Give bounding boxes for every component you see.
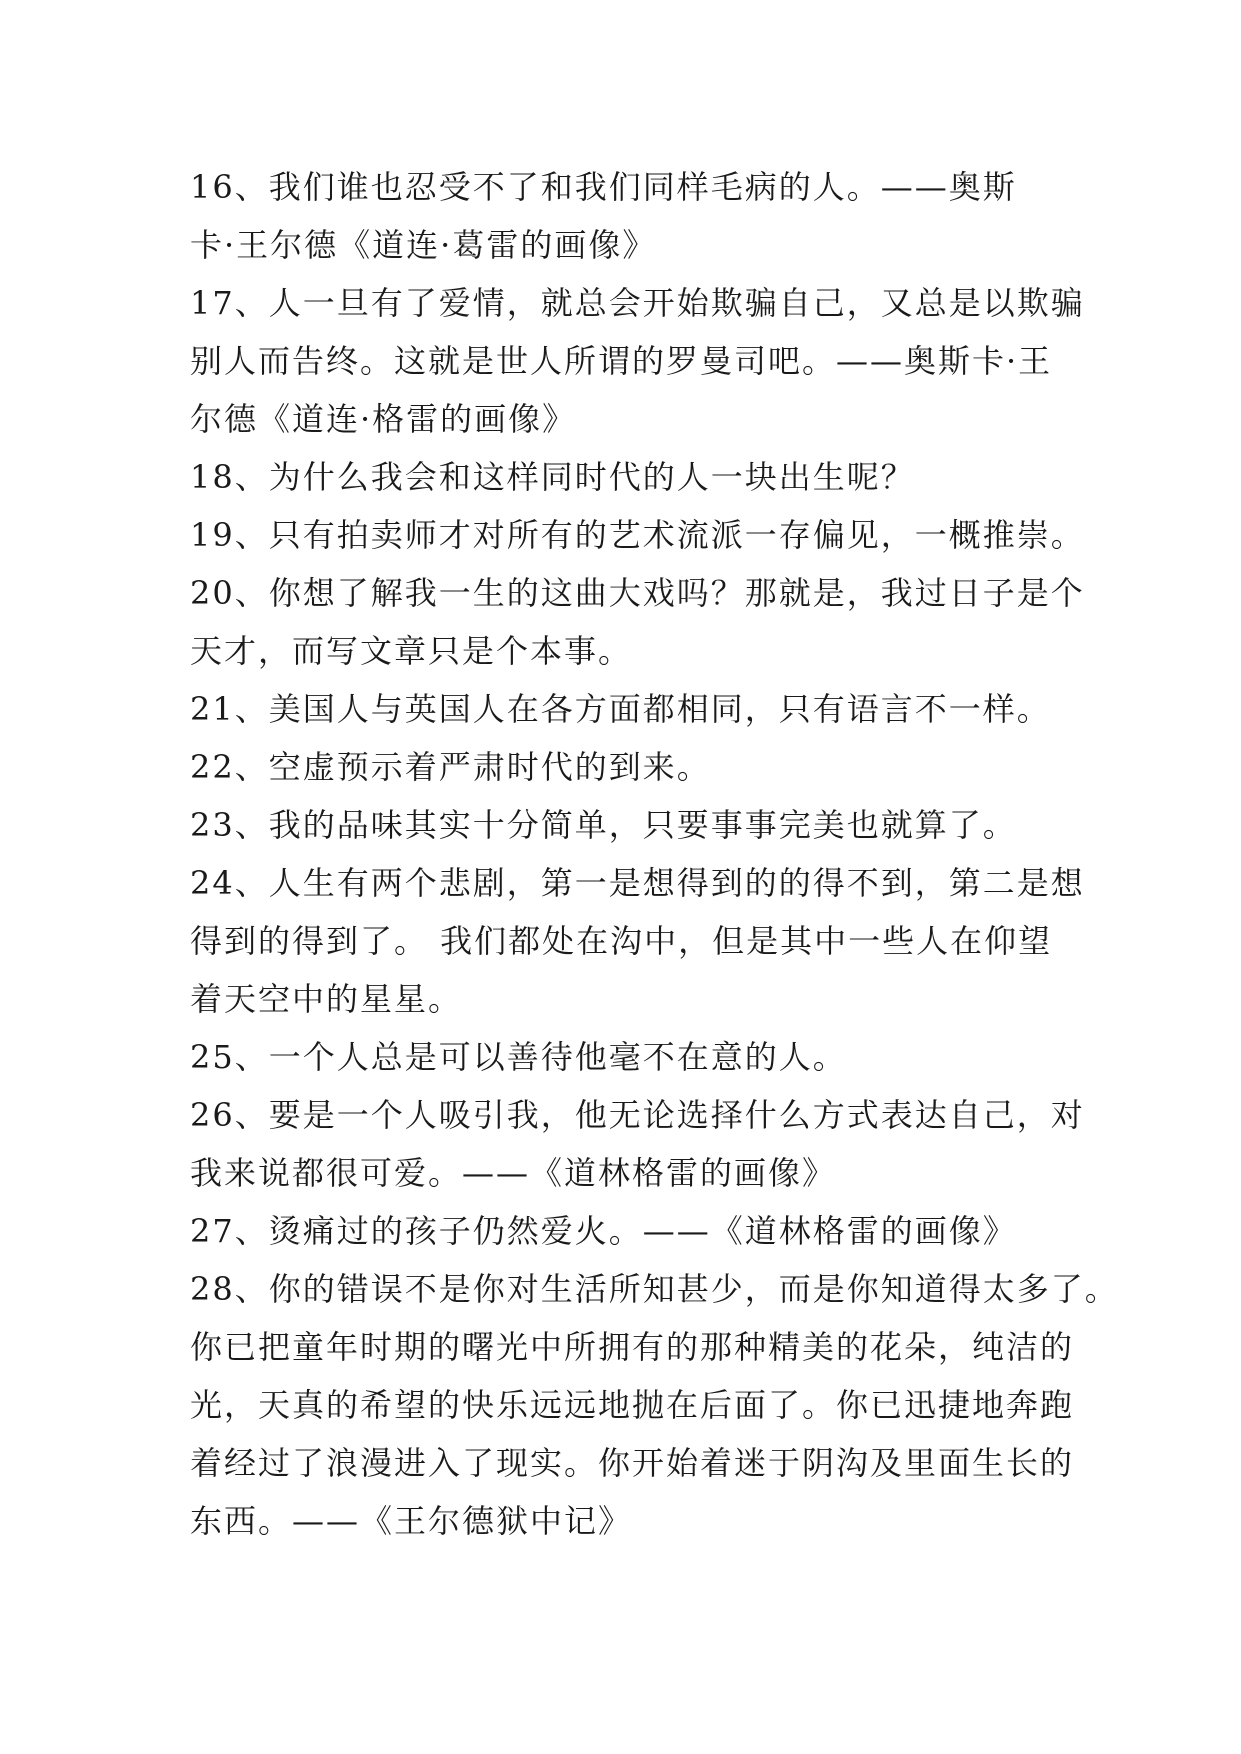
text-line: 东西。——《王尔德狱中记》 xyxy=(190,1502,633,1540)
text-line: 28、你的错误不是你对生活所知甚少，而是你知道得太多了。 xyxy=(190,1270,1119,1308)
text-line: 别人而告终。这就是世人所谓的罗曼司吧。——奥斯卡·王 xyxy=(190,342,1053,380)
text-line: 27、烫痛过的孩子仍然爱火。——《道林格雷的画像》 xyxy=(190,1212,1017,1250)
text-line: 尔德《道连·格雷的画像》 xyxy=(190,400,577,438)
text-line: 22、空虚预示着严肃时代的到来。 xyxy=(190,748,711,786)
text-line: 21、美国人与英国人在各方面都相同，只有语言不一样。 xyxy=(190,690,1051,728)
text-line: 得到的得到了。 我们都处在沟中，但是其中一些人在仰望 xyxy=(190,922,1053,960)
text-line: 着天空中的星星。 xyxy=(190,980,463,1018)
text-line: 25、一个人总是可以善待他毫不在意的人。 xyxy=(190,1038,847,1076)
text-line: 卡·王尔德《道连·葛雷的画像》 xyxy=(190,226,657,264)
text-line: 天才，而写文章只是个本事。 xyxy=(190,632,633,670)
text-line: 18、为什么我会和这样同时代的人一块出生呢？ xyxy=(190,458,915,496)
text-line: 16、我们谁也忍受不了和我们同样毛病的人。——奥斯 xyxy=(190,168,1017,206)
text-line: 我来说都很可爱。——《道林格雷的画像》 xyxy=(190,1154,837,1192)
text-line: 光，天真的希望的快乐远远地抛在后面了。你已迅捷地奔跑 xyxy=(190,1386,1075,1424)
text-line: 26、要是一个人吸引我，他无论选择什么方式表达自己，对 xyxy=(190,1096,1085,1134)
text-line: 着经过了浪漫进入了现实。你开始着迷于阴沟及里面生长的 xyxy=(190,1444,1075,1482)
text-line: 17、人一旦有了爱情，就总会开始欺骗自己，又总是以欺骗 xyxy=(190,284,1085,322)
text-line: 24、人生有两个悲剧，第一是想得到的的得不到，第二是想 xyxy=(190,864,1085,902)
text-line: 19、只有拍卖师才对所有的艺术流派一存偏见，一概推崇。 xyxy=(190,516,1085,554)
text-line: 23、我的品味其实十分简单，只要事事完美也就算了。 xyxy=(190,806,1017,844)
document-body xyxy=(190,158,1119,1550)
text-line: 你已把童年时期的曙光中所拥有的那种精美的花朵，纯洁的 xyxy=(190,1328,1075,1366)
text-line: 20、你想了解我一生的这曲大戏吗？那就是，我过日子是个 xyxy=(190,574,1085,612)
